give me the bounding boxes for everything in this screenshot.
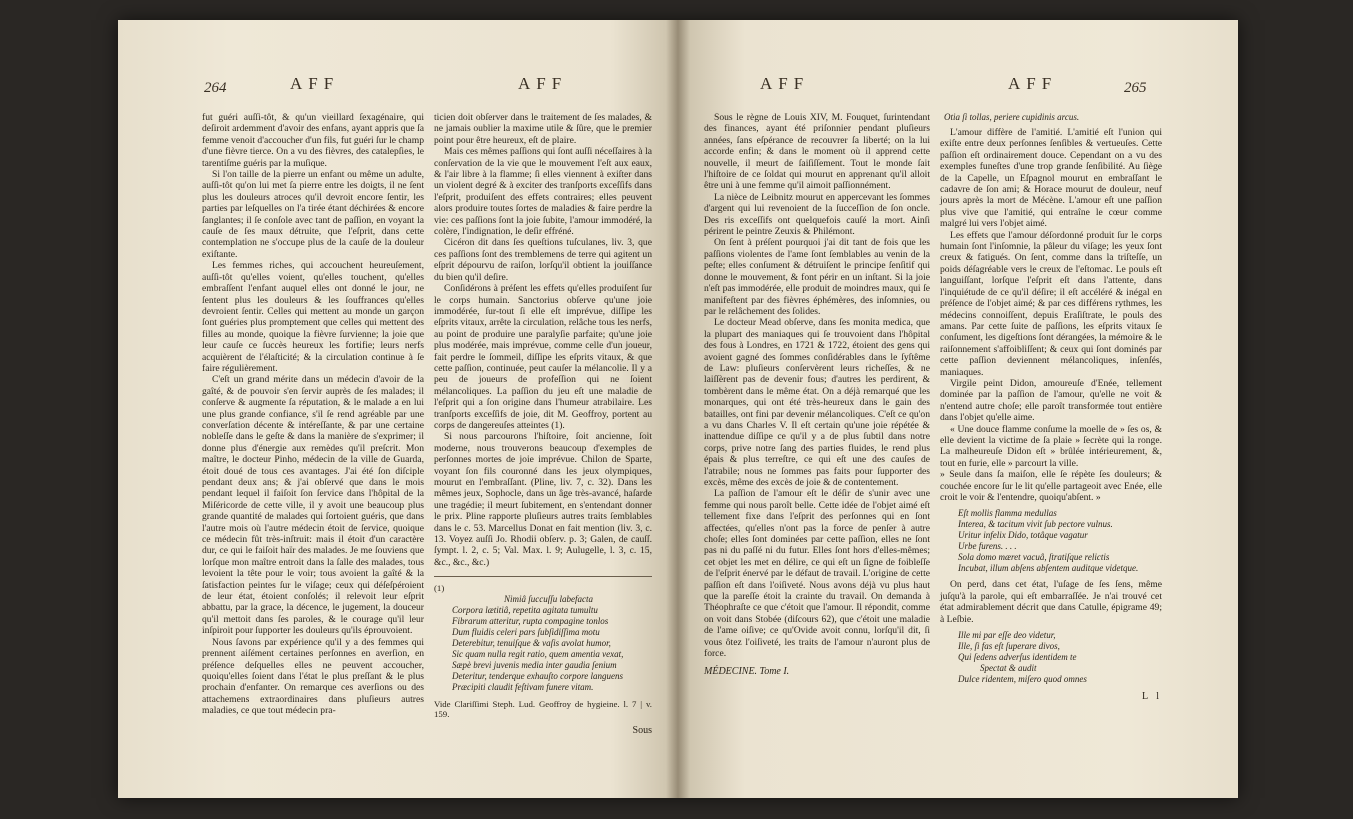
signature-line: MÉDECINE. Tome I. [704, 665, 790, 677]
verse-line: Præcipiti claudit feſtivam funere vitam. [452, 681, 594, 692]
paragraph: Si l'on taille de la pierre un enfant ou même un adulte, auſſi-tôt qu'on lui met ſa pierre entre les doigts, il ne ſent plus les douleurs atroces qu'il devroit encore ſentir, les parties par leſquelles on l'a tirée étant déchirées & encore ſanglantes; il ſe conſole avec tant de paſſion, en voyant la cauſe de ſes maux détruite, que l'eſprit, dans cette contemplation ne s'occupe plus de la cauſe de la douleur exiſtante. [202, 169, 424, 260]
running-header: AFF [290, 74, 340, 93]
paragraph: Les effets que l'amour déſordonné produit ſur le corps humain ſont l'inſomnie, la pâleur du viſage; les yeux ſont creux & fatigués. On ſent, comme dans la triſteſſe, un poids déſagréable vers le creux de l'eſtomac. Le pouls eſt languiſſant, lorſque l'eſprit eſt dans l'attente, dans l'inquiétude de ce qu'il déſire; il eſt accéléré & inégal en préſence de l'objet aimé; & par ces différens rythmes, les médecins connoiſſent, depuis Eraſiſtrate, le pouls des amans. Par cette ſuite de paſſions, les eſprits vitaux ſe conſument, les digeſtions ſont dérangées, la mémoire & le raiſonnement s'affoibliſſent; & ceux qui ſont dominés par cette paſſion deviennent mélancoliques, inſenſés, maniaques. [940, 229, 1162, 378]
paragraph: Les femmes riches, qui accouchent heureuſement, auſſi-tôt qu'elles voient, qu'elles touchent, qu'elles embraſſent l'enfant auquel elles ont donné le jour, ne ſentent plus les douleurs & les ſouffrances qu'elles devroient ſentir. Celles qui mettent au monde un garçon ſont guéries plus promptement que celles qui mettent des filles au monde, quoique la fièvre ſurvienne; la joie que leur cauſe ce ſuccès heureux les fortifie; leurs nerfs acquièrent de l'élaſticité; & la circulation continue à ſe faire régulièrement. [202, 260, 424, 374]
paragraph: On perd, dans cet état, l'uſage de ſes ſens, même juſqu'à la parole, qui eſt embarraſſée. Je n'ai trouvé cet état admirablement décrit que dans Catulle, épigrame 49; à Leſbie. [940, 579, 1162, 625]
running-header: AFF [518, 74, 568, 93]
verse-block [940, 508, 1162, 574]
signature-mark: L l [1141, 691, 1162, 703]
paragraph: Si nous parcourons l'hiſtoire, ſoit ancienne, ſoit moderne, nous trouverons beaucoup d'exemples de perſonnes mortes de joie imprévue. Chilon de Sparte, voyant ſon fils couronné dans les jeux olympiques, mourut en l'embraſſant. (Pline, liv. 7, c. 32). Dans les mêmes jeux, Sophocle, dans un âge très-avancé, haſarde une tragédie; il meurt ſubitement, en s'entendant donner le prix. Pline rapporte pluſieurs autres traits ſemblables dans le c. 53. Marcellus Donat en fait mention (liv. 3, c. 13. Voyez auſſi Jo. Rhodii obſerv. p. 3; Galen, de cauſſ. ſympt. l. 2, c. 5; Val. Max. l. 9; Aulugelle, l. 3, c. 15, &c., &c., &c.) [434, 431, 652, 568]
paragraph: « Une douce flamme conſume la moelle de » ſes os, & elle devient la victime de ſa plaie » ſecrète qui la ronge. La malheureuſe Didon eſt » brûlée intérieurement, &, tout en furie, elle » parcourt la ville. [940, 423, 1162, 469]
text-column [940, 112, 1162, 702]
paragraph: Nous ſavons par expérience qu'il y a des femmes qui prennent aiſément certaines perſonnes en averſion, en préſence deſquelles elles ne peuvent accoucher, quoiqu'elles ſoient dans l'état le plus preſſant & le plus prochain d'enfanter. On remarque ces averſions ou des attachemens extraordinaires dans pluſieurs autres maladies, ce que tout médecin pra- [202, 636, 424, 717]
verse-line: Incubat, illum abſens abſentem auditque videtque. [958, 563, 1139, 574]
paragraph: On ſent à préſent pourquoi j'ai dit tant de fois que les paſſions violentes de l'ame ſont ſemblables au venin de la peſte; elles conſument & détruiſent le principe ſenſitif qui donne le mouvement, & font périr en un inſtant. Si la joie n'eſt pas immodérée, elle produit de moindres maux, qui ſe manifeſtent par des fièvres éphémères, des inſomnies, ou par le relâchement des ſolides. [704, 237, 930, 317]
text-column [704, 112, 930, 677]
paragraph: Cicéron dit dans ſes queſtions tuſculanes, liv. 3, que ces paſſions ſont des tremblemens de terre qui agitent un eſprit dépourvu de raiſon, lorſqu'il obtient la jouiſſance du bien qu'il deſire. [434, 237, 652, 283]
verse-line: Interea, & tacitum vivit ſub pectore vulnus. [958, 519, 1113, 530]
footnote-marker: (1) [434, 583, 445, 594]
text-column [434, 112, 652, 737]
verse-line: Uritur infelix Dido, totâque vagatur [958, 530, 1088, 541]
verse-line: Fibrarum atteritur, rupta compagine tonlos [452, 615, 609, 626]
running-header: AFF [1008, 74, 1058, 93]
paragraph: fut guéri auſſi-tôt, & qu'un vieillard ſexagénaire, qui deſiroit ardemment d'avoir des enfans, ayant appris que ſa femme venoit d'accoucher d'un fils, fut guéri ſur le champ d'une fièvre tierce. On a vu des fièvres, des catalepſies, le tarentiſme guéris par la muſique. [202, 112, 424, 169]
verse-line: Dulce ridentem, miſero quod omnes [958, 674, 1087, 685]
verse-line: Sola domo mæret vacuâ, ſtratiſque relictis [958, 552, 1110, 563]
verse-line: Urbe furens. . . . [958, 541, 1017, 552]
paragraph: Le docteur Mead obſerve, dans ſes monita medica, que la plupart des maniaques qui ſe trouvoient dans l'hôpital des fous à Londres, en 1721 & 1722, étoient des gens qui avoient gagné des ſommes conſidérables dans le ſyſtême de Law: pluſieurs conſervèrent leurs richeſſes, & ne laiſſèrent pas de devenir fous; d'autres les perdirent, & tombèrent dans le même état. On a déjà remarqué que les monarques, qui ont été très-heureux dans le gain des batailles, ont fini par devenir mélancoliques. C'eſt ce qu'on a vu dans Charles V. Il eſt certain qu'une joie répétée & inattendue diſſipe ce qu'il y a de plus ſubtil dans notre corps, prive notre ſang des parties fluides, le rend plus épais & plus terreſtre, ce qui eſt une des cauſes de l'atrabile; nous ne ſommes pas faits pour ſupporter des excès, même des excès de joie & de contentement. [704, 317, 930, 488]
paragraph: C'eſt un grand mérite dans un médecin d'avoir de la gaîté, & de pouvoir s'en ſervir auprès de ſes malades; il conſerve & augmente ſa réputation, & le malade a en lui une plus grande confiance, s'il ſe rend agréable par une converſation décente & intéreſſante, & par une certaine nobleſſe dans le geſte & dans la manière de s'exprimer; il donne plus d'énergie aux remèdes qu'il preſcrit. Mon maître, le docteur Pinho, médecin de la ville de Guarda, étoit doué de tous ces avantages. J'ai été ſon diſciple pendant deux ans; & j'ai obſervé que dans le mois pendant lequel il faiſoit ſon ſervice dans l'hôpital de la Miſéricorde de cette ville, il y avoit une beaucoup plus grande quantité de malades qui ſortoient guéris, que dans l'autre mois où l'autre médecin étoit de ſervice, quoique ce médecin fût très-inſtruit: mais il étoit d'un caractère dur, ce qui le faiſoit haïr des malades. Je me ſouviens que lorſque mon maître entroit dans la ſalle des malades, tous levoient la tête pour le voir; tous avoient la gaîté & la ſatisfaction peintes ſur le viſage; ceux qui déſeſpéroient de leur état, étoient conſolés; il relevoit leur eſprit abbattu, par la grace, la décence, le jugement, la douceur qu'il mettoit dans ſes paroles, & le courage qu'il leur inſpiroit pour ſupporter les douleurs qu'ils éprouvoient. [202, 374, 424, 637]
verse-line: Ille, ſi fas eſt ſuperare divos, [958, 641, 1060, 652]
footnote [434, 583, 652, 719]
text-column [202, 112, 424, 717]
catchword: Sous [632, 725, 652, 737]
left-page [118, 20, 678, 798]
book-gutter [666, 20, 690, 798]
paragraph: Conſidérons à préſent les effets qu'elles produiſent ſur le corps humain. Sanctorius obſerve qu'une joie immodérée, ſur-tout ſi elle eſt imprévue, diſſipe les eſprits vitaux, arrête la circulation, relâche tous les nerfs, au point de produire une paralyſie parfaite; qu'une joie plus modérée, mais imprévue, comme celle d'un joueur, fait perdre le ſommeil, diſſipe les eſprits vitaux, & que cette paſſion, continuée, peut cauſer la mélancolie. Il y a peu de joueurs de profeſſion qui ne ſoient mélancoliques. La paſſion du jeu eſt une maladie de l'eſprit qui a ſon origine dans l'humeur atrabilaire. Les tranſports exceſſifs de joie, dit M. Geoffroy, portent au corps de dangereuſes atteintes (1). [434, 283, 652, 431]
paragraph: » Seule dans ſa maiſon, elle ſe répète ſes douleurs; & couchée encore ſur le lit qu'elle partageoit avec Enée, elle croit le voir & l'entendre, quoiqu'abſent. » [940, 469, 1162, 503]
page-number: 265 [1124, 80, 1147, 96]
verse-line: Dum fluidis celeri pars ſubſidiſſima motu [452, 626, 600, 637]
paragraph: Virgile peint Didon, amoureuſe d'Enée, tellement dominée par la paſſion de l'amour, qu'elle ne voit & n'entend autre choſe; elle paroît transformée tout entière dans l'objet qu'elle aime. [940, 377, 1162, 424]
verse-line: Otia ſi tollas, periere cupidinis arcus. [944, 112, 1080, 122]
verse-line: Ille mi par eſſe deo videtur, [958, 630, 1056, 641]
footnote-reference: Vide Clariſſimi Steph. Lud. Geoffroy de hygieine. l. 7 | v. 159. [434, 698, 652, 720]
verse-line: Deterebitur, tenuiſque & vaſis avolat humor, [452, 637, 611, 648]
paragraph: La paſſion de l'amour eſt le déſir de s'unir avec une femme qui nous paroît belle. Cette idée de l'objet aimé eſt tellement fixe dans l'eſprit des perſonnes qui en ſont affectées, qu'elles n'ont pas la force de penſer à autre choſe; elles ſont dominées par cette paſſion, elles ne ſont pas ni du paſſé ni du futur. Elles ſont hors d'elles-mêmes; cet objet les met en délire, ce qui eſt un ſigne de foibleſſe de l'eſprit énervé par le défaut de travail. L'origine de cette paſſion eſt dans l'oiſiveté. Nous avons déjà vu plus haut que la pareſſe étoit la crainte du travail. On demanda à Théophraſte ce que c'étoit que l'amour. Il répondit, comme on voit dans Stobée (diſcours 62), que c'étoit une maladie de l'ame oiſive; ce qu'Ovide avoit connu, lorſqu'il dit, ſi vous ôtez l'oiſiveté, les traits de l'amour n'auront plus de force. [704, 488, 930, 660]
footnote-rule [434, 576, 652, 577]
paragraph: ticien doit obſerver dans le traitement de ſes malades, & ne jamais oublier la maxime utile & ſûre, que le premier point pour être heureux, eſt de plaire. [434, 112, 652, 146]
paragraph: Sous le règne de Louis XIV, M. Fouquet, ſurintendant des finances, ayant été priſonnier pendant pluſieurs années, ſans eſpérance de recouvrer ſa liberté; on la lui accorde enfin; & dans le moment où il apprend cette nouvelle, il meurt de ſaiſiſſement. Tout le monde ſait l'hiſtoire de ce ſoldat qui mourut en apprenant qu'il alloit être uni à une femme qu'il aimoit paſſionnément. [704, 112, 930, 192]
verse-block [940, 630, 1162, 685]
paragraph: Mais ces mêmes paſſions qui ſont auſſi néceſſaires à la conſervation de la vie que le mouvement l'eſt aux eaux, & l'air libre à la flamme; ſi elles viennent à exiſter dans un violent degré & à exciter des tranſports exceſſifs dans l'eſprit, produiſent des effets contraires; elles peuvent alors produire toutes ſortes de maladies & faire perdre la vie: ces paſſions ſont la joie ſubite, l'amour immodéré, la colère, l'indignation, le deſir effréné. [434, 146, 652, 238]
verse-line: Eſt mollis flamma medullas [958, 508, 1057, 519]
running-header: AFF [760, 74, 810, 93]
verse-line: Qui ſedens adverſus identidem te [958, 652, 1077, 663]
paragraph: La nièce de Leibnitz mourut en appercevant les ſommes d'argent qui lui revenoient de la ſucceſſion de ſon oncle. Des ris exceſſifs ont quelquefois cauſé la mort. Ainſi périrent le peintre Zeuxis & Philémont. [704, 191, 930, 238]
page-number: 264 [204, 80, 227, 96]
verse-line: Sic quam nulla regit ratio, quem amentia vexat, [452, 648, 624, 659]
verse-line: Deteritur, tenderque exhauſto corpore languens [452, 670, 624, 681]
paragraph: L'amour diffère de l'amitié. L'amitié eſt l'union qui exiſte entre deux perſonnes ſenſibles & vertueuſes. Cette paſſion eſt ordinairement douce. Cependant on a vu des exemples funeſtes d'une trop grande ſenſibilité. Au ſiège de la Capelle, un Eſpagnol mourut en embraſſant le cadavre de ſon ami; & Horace mourut de douleur, neuf jours après la mort de Mécène. L'amour eſt une paſſion plus vive que l'amitié, qui entraîne le cœur comme malgré lui vers l'objet aimé. [940, 127, 1162, 230]
right-page [678, 20, 1238, 798]
verse-line: Nimiâ ſuccuſſu labefacta [504, 593, 593, 604]
verse-line: Sæpè brevi juvenis media inter gaudia ſenium [452, 659, 617, 670]
open-book [118, 20, 1238, 798]
verse-line: Spectat & audit [980, 663, 1037, 674]
verse-line: Corpora lætitiâ, repetita agitata tumultu [452, 604, 598, 615]
